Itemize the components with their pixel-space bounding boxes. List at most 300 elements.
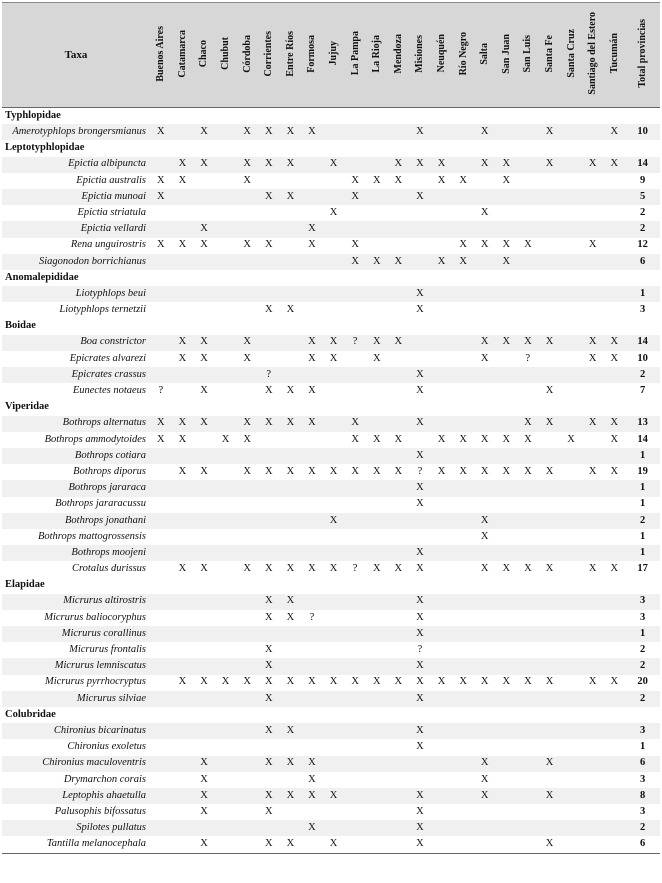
presence-cell: X	[258, 642, 280, 658]
presence-cell	[517, 448, 539, 464]
presence-cell: X	[258, 157, 280, 173]
presence-cell	[366, 545, 388, 561]
presence-cell	[215, 189, 237, 205]
presence-cell	[388, 448, 410, 464]
presence-cell	[452, 189, 474, 205]
table-row	[2, 124, 660, 140]
presence-cell	[560, 480, 582, 496]
presence-cell	[323, 432, 345, 448]
header-province	[496, 3, 518, 108]
presence-cell	[560, 610, 582, 626]
presence-cell: X	[582, 416, 604, 432]
presence-cell	[431, 561, 453, 577]
presence-cell	[452, 416, 474, 432]
presence-cell	[344, 788, 366, 804]
presence-cell: X	[280, 561, 302, 577]
presence-cell	[280, 286, 302, 302]
presence-cell: X	[193, 238, 215, 254]
presence-cell	[366, 124, 388, 140]
presence-cell	[517, 691, 539, 707]
presence-cell: X	[539, 383, 561, 399]
presence-cell	[215, 610, 237, 626]
presence-cell	[539, 626, 561, 642]
presence-cell	[301, 691, 323, 707]
presence-cell: X	[236, 335, 258, 351]
presence-cell: X	[193, 335, 215, 351]
presence-cell: X	[517, 238, 539, 254]
total-cell: 3	[625, 594, 660, 610]
presence-cell: X	[301, 756, 323, 772]
presence-cell	[388, 286, 410, 302]
presence-cell	[388, 836, 410, 853]
presence-cell	[366, 286, 388, 302]
presence-cell: X	[236, 157, 258, 173]
presence-cell: X	[301, 351, 323, 367]
presence-cell	[215, 626, 237, 642]
presence-cell	[582, 610, 604, 626]
presence-cell: X	[539, 836, 561, 853]
species-name: Siagonodon borrichianus	[2, 254, 150, 270]
header-province-label: Tucumán	[608, 33, 620, 74]
presence-cell	[150, 642, 172, 658]
presence-cell	[539, 691, 561, 707]
presence-cell	[388, 383, 410, 399]
presence-cell: X	[301, 772, 323, 788]
presence-cell: X	[474, 675, 496, 691]
total-cell: 17	[625, 561, 660, 577]
presence-cell	[172, 383, 194, 399]
header-province	[539, 3, 561, 108]
presence-cell: X	[258, 594, 280, 610]
presence-cell	[150, 157, 172, 173]
presence-cell	[344, 772, 366, 788]
presence-cell	[236, 254, 258, 270]
presence-cell	[258, 221, 280, 237]
presence-cell	[150, 497, 172, 513]
presence-cell	[560, 335, 582, 351]
presence-cell	[603, 691, 625, 707]
presence-cell	[409, 432, 431, 448]
presence-cell	[496, 610, 518, 626]
presence-cell	[496, 788, 518, 804]
presence-cell	[539, 820, 561, 836]
header-province-label: Salta	[479, 42, 491, 65]
presence-cell	[344, 691, 366, 707]
family-name: Boidae	[2, 318, 660, 334]
presence-cell	[603, 756, 625, 772]
presence-cell	[323, 642, 345, 658]
presence-cell	[603, 739, 625, 755]
presence-cell	[388, 610, 410, 626]
presence-cell	[236, 610, 258, 626]
presence-cell: X	[323, 205, 345, 221]
presence-cell	[236, 626, 258, 642]
presence-cell	[560, 788, 582, 804]
presence-cell: X	[172, 432, 194, 448]
presence-cell	[431, 497, 453, 513]
presence-cell	[150, 626, 172, 642]
presence-cell: X	[474, 513, 496, 529]
presence-cell: X	[258, 723, 280, 739]
presence-cell	[496, 772, 518, 788]
presence-cell	[388, 545, 410, 561]
total-cell: 14	[625, 157, 660, 173]
presence-cell	[539, 302, 561, 318]
presence-cell: X	[344, 464, 366, 480]
presence-cell	[496, 497, 518, 513]
presence-cell	[582, 480, 604, 496]
presence-cell: X	[172, 675, 194, 691]
presence-cell	[366, 756, 388, 772]
total-cell: 1	[625, 545, 660, 561]
presence-cell	[517, 756, 539, 772]
family-row	[2, 577, 660, 593]
table-row	[2, 286, 660, 302]
presence-cell: X	[236, 351, 258, 367]
table-row	[2, 820, 660, 836]
family-row	[2, 399, 660, 415]
presence-cell: X	[496, 561, 518, 577]
presence-cell: X	[193, 675, 215, 691]
presence-cell	[172, 497, 194, 513]
presence-cell	[301, 658, 323, 674]
presence-cell	[431, 205, 453, 221]
presence-cell	[366, 367, 388, 383]
total-cell: 10	[625, 351, 660, 367]
species-name: Epictia vellardi	[2, 221, 150, 237]
presence-cell	[236, 189, 258, 205]
presence-cell	[193, 189, 215, 205]
presence-cell: X	[193, 351, 215, 367]
presence-cell	[582, 804, 604, 820]
presence-cell: ?	[344, 561, 366, 577]
presence-cell: X	[539, 788, 561, 804]
presence-cell: X	[258, 610, 280, 626]
header-province	[366, 3, 388, 108]
presence-cell	[431, 480, 453, 496]
presence-cell	[215, 416, 237, 432]
presence-cell	[582, 221, 604, 237]
presence-cell	[560, 561, 582, 577]
presence-cell	[517, 594, 539, 610]
presence-cell: X	[496, 464, 518, 480]
presence-cell	[496, 820, 518, 836]
presence-cell: X	[366, 432, 388, 448]
presence-cell	[344, 286, 366, 302]
presence-cell	[452, 691, 474, 707]
presence-cell	[539, 594, 561, 610]
presence-cell: X	[366, 254, 388, 270]
presence-cell	[582, 173, 604, 189]
presence-cell	[431, 756, 453, 772]
presence-cell	[172, 302, 194, 318]
presence-cell	[150, 675, 172, 691]
presence-cell	[236, 658, 258, 674]
table-row	[2, 836, 660, 853]
presence-cell	[560, 529, 582, 545]
presence-cell	[193, 286, 215, 302]
presence-cell	[560, 157, 582, 173]
table-row	[2, 254, 660, 270]
presence-cell	[258, 513, 280, 529]
presence-cell	[388, 238, 410, 254]
header-province-label: Formosa	[306, 34, 318, 73]
presence-cell	[474, 626, 496, 642]
table-row	[2, 302, 660, 318]
presence-cell	[560, 739, 582, 755]
presence-cell: X	[409, 691, 431, 707]
species-name: Epictia albipuncta	[2, 157, 150, 173]
presence-cell	[431, 383, 453, 399]
presence-cell	[582, 497, 604, 513]
presence-cell: X	[172, 173, 194, 189]
presence-cell: X	[344, 254, 366, 270]
presence-cell	[539, 351, 561, 367]
total-cell: 6	[625, 254, 660, 270]
presence-cell: X	[474, 756, 496, 772]
presence-cell	[258, 529, 280, 545]
presence-cell	[323, 626, 345, 642]
presence-cell: X	[474, 464, 496, 480]
presence-cell	[301, 157, 323, 173]
presence-cell: X	[431, 157, 453, 173]
presence-cell	[280, 480, 302, 496]
presence-cell	[280, 335, 302, 351]
presence-cell: ?	[409, 464, 431, 480]
header-province	[409, 3, 431, 108]
presence-cell	[215, 723, 237, 739]
header-province-label: Mendoza	[392, 33, 404, 74]
presence-cell	[172, 448, 194, 464]
presence-cell	[215, 286, 237, 302]
presence-cell	[215, 836, 237, 853]
presence-cell	[344, 205, 366, 221]
presence-cell: X	[409, 480, 431, 496]
species-name: Epictia australis	[2, 173, 150, 189]
presence-cell: X	[539, 157, 561, 173]
presence-cell	[236, 836, 258, 853]
presence-cell: X	[474, 772, 496, 788]
presence-cell	[603, 788, 625, 804]
presence-cell	[603, 529, 625, 545]
header-province	[215, 3, 237, 108]
presence-cell	[560, 238, 582, 254]
presence-cell	[366, 157, 388, 173]
header-province	[474, 3, 496, 108]
presence-cell	[215, 497, 237, 513]
species-name: Chironius exoletus	[2, 739, 150, 755]
presence-cell	[280, 254, 302, 270]
presence-cell	[539, 254, 561, 270]
presence-cell	[301, 642, 323, 658]
presence-cell	[280, 432, 302, 448]
presence-cell	[280, 658, 302, 674]
presence-cell: X	[280, 594, 302, 610]
presence-cell	[301, 804, 323, 820]
presence-cell	[431, 286, 453, 302]
presence-cell	[452, 561, 474, 577]
presence-cell	[517, 723, 539, 739]
presence-cell: X	[344, 675, 366, 691]
presence-cell	[172, 691, 194, 707]
presence-cell	[452, 513, 474, 529]
presence-cell: X	[193, 124, 215, 140]
family-row	[2, 707, 660, 723]
header-province-label: Corrientes	[263, 30, 275, 77]
presence-cell: X	[193, 804, 215, 820]
presence-cell: X	[193, 561, 215, 577]
presence-cell: X	[323, 157, 345, 173]
species-name: Bothrops alternatus	[2, 416, 150, 432]
presence-cell: X	[409, 497, 431, 513]
presence-cell: X	[280, 383, 302, 399]
presence-cell: X	[582, 335, 604, 351]
presence-cell	[236, 756, 258, 772]
presence-cell	[517, 658, 539, 674]
presence-cell	[582, 286, 604, 302]
presence-cell	[452, 739, 474, 755]
presence-cell	[560, 691, 582, 707]
presence-cell	[603, 480, 625, 496]
presence-cell	[388, 480, 410, 496]
presence-cell	[560, 497, 582, 513]
header-province	[344, 3, 366, 108]
presence-cell	[323, 723, 345, 739]
presence-cell: X	[193, 756, 215, 772]
presence-cell: X	[474, 238, 496, 254]
table-row	[2, 756, 660, 772]
presence-cell	[603, 804, 625, 820]
presence-cell	[344, 642, 366, 658]
presence-cell	[496, 594, 518, 610]
family-row	[2, 140, 660, 156]
presence-cell	[603, 302, 625, 318]
header-total	[625, 3, 660, 108]
presence-cell	[301, 367, 323, 383]
total-cell: 6	[625, 756, 660, 772]
presence-cell	[560, 189, 582, 205]
presence-cell	[236, 594, 258, 610]
presence-cell	[388, 302, 410, 318]
presence-cell	[496, 658, 518, 674]
total-cell: 1	[625, 286, 660, 302]
presence-cell	[582, 529, 604, 545]
presence-cell	[452, 302, 474, 318]
presence-cell	[431, 529, 453, 545]
presence-cell	[409, 756, 431, 772]
header-province-label: Misiones	[414, 34, 426, 73]
table-row	[2, 448, 660, 464]
header-province-label: La Pampa	[349, 31, 361, 76]
presence-cell: X	[301, 335, 323, 351]
total-cell: 12	[625, 238, 660, 254]
presence-cell	[603, 367, 625, 383]
presence-cell	[366, 448, 388, 464]
presence-cell	[474, 254, 496, 270]
presence-cell	[560, 464, 582, 480]
presence-cell	[344, 351, 366, 367]
presence-cell	[582, 383, 604, 399]
presence-cell	[280, 691, 302, 707]
species-name: Epicrates alvarezi	[2, 351, 150, 367]
presence-cell	[344, 124, 366, 140]
presence-cell	[603, 221, 625, 237]
presence-cell	[258, 545, 280, 561]
presence-cell: X	[172, 561, 194, 577]
species-province-table	[2, 2, 660, 854]
presence-cell	[215, 691, 237, 707]
presence-cell	[603, 173, 625, 189]
presence-cell	[366, 610, 388, 626]
presence-cell	[388, 691, 410, 707]
family-name: Viperidae	[2, 399, 660, 415]
header-province-label: San Luis	[522, 34, 534, 73]
presence-cell	[323, 804, 345, 820]
presence-cell	[236, 367, 258, 383]
presence-cell	[193, 432, 215, 448]
presence-cell	[431, 221, 453, 237]
presence-cell	[366, 772, 388, 788]
total-cell: 2	[625, 221, 660, 237]
header-province	[150, 3, 172, 108]
presence-cell	[215, 205, 237, 221]
presence-cell: X	[452, 173, 474, 189]
presence-cell	[431, 626, 453, 642]
presence-cell: X	[193, 788, 215, 804]
presence-cell: X	[280, 124, 302, 140]
presence-cell	[150, 756, 172, 772]
species-name: Bothrops mattogrossensis	[2, 529, 150, 545]
presence-cell	[193, 820, 215, 836]
presence-cell	[301, 254, 323, 270]
presence-cell: X	[431, 254, 453, 270]
table-row	[2, 675, 660, 691]
header-province-label: Chaco	[198, 39, 210, 68]
presence-cell	[539, 173, 561, 189]
presence-cell	[560, 545, 582, 561]
presence-cell: X	[409, 124, 431, 140]
presence-cell	[560, 221, 582, 237]
presence-cell: X	[409, 561, 431, 577]
presence-cell	[258, 448, 280, 464]
presence-cell	[258, 772, 280, 788]
presence-cell	[452, 594, 474, 610]
presence-cell	[323, 529, 345, 545]
presence-cell: X	[193, 383, 215, 399]
presence-cell: X	[280, 756, 302, 772]
presence-cell	[150, 480, 172, 496]
presence-cell: X	[323, 675, 345, 691]
presence-cell	[452, 351, 474, 367]
presence-cell: X	[172, 351, 194, 367]
presence-cell	[582, 367, 604, 383]
presence-cell	[474, 189, 496, 205]
presence-cell	[496, 739, 518, 755]
presence-cell	[150, 513, 172, 529]
presence-cell	[409, 529, 431, 545]
presence-cell	[539, 221, 561, 237]
presence-cell: X	[474, 205, 496, 221]
family-row	[2, 270, 660, 286]
presence-cell	[539, 610, 561, 626]
presence-cell: X	[409, 189, 431, 205]
presence-cell	[517, 302, 539, 318]
total-cell: 2	[625, 820, 660, 836]
presence-cell	[323, 497, 345, 513]
presence-cell	[344, 739, 366, 755]
presence-cell	[366, 691, 388, 707]
total-cell: 2	[625, 691, 660, 707]
